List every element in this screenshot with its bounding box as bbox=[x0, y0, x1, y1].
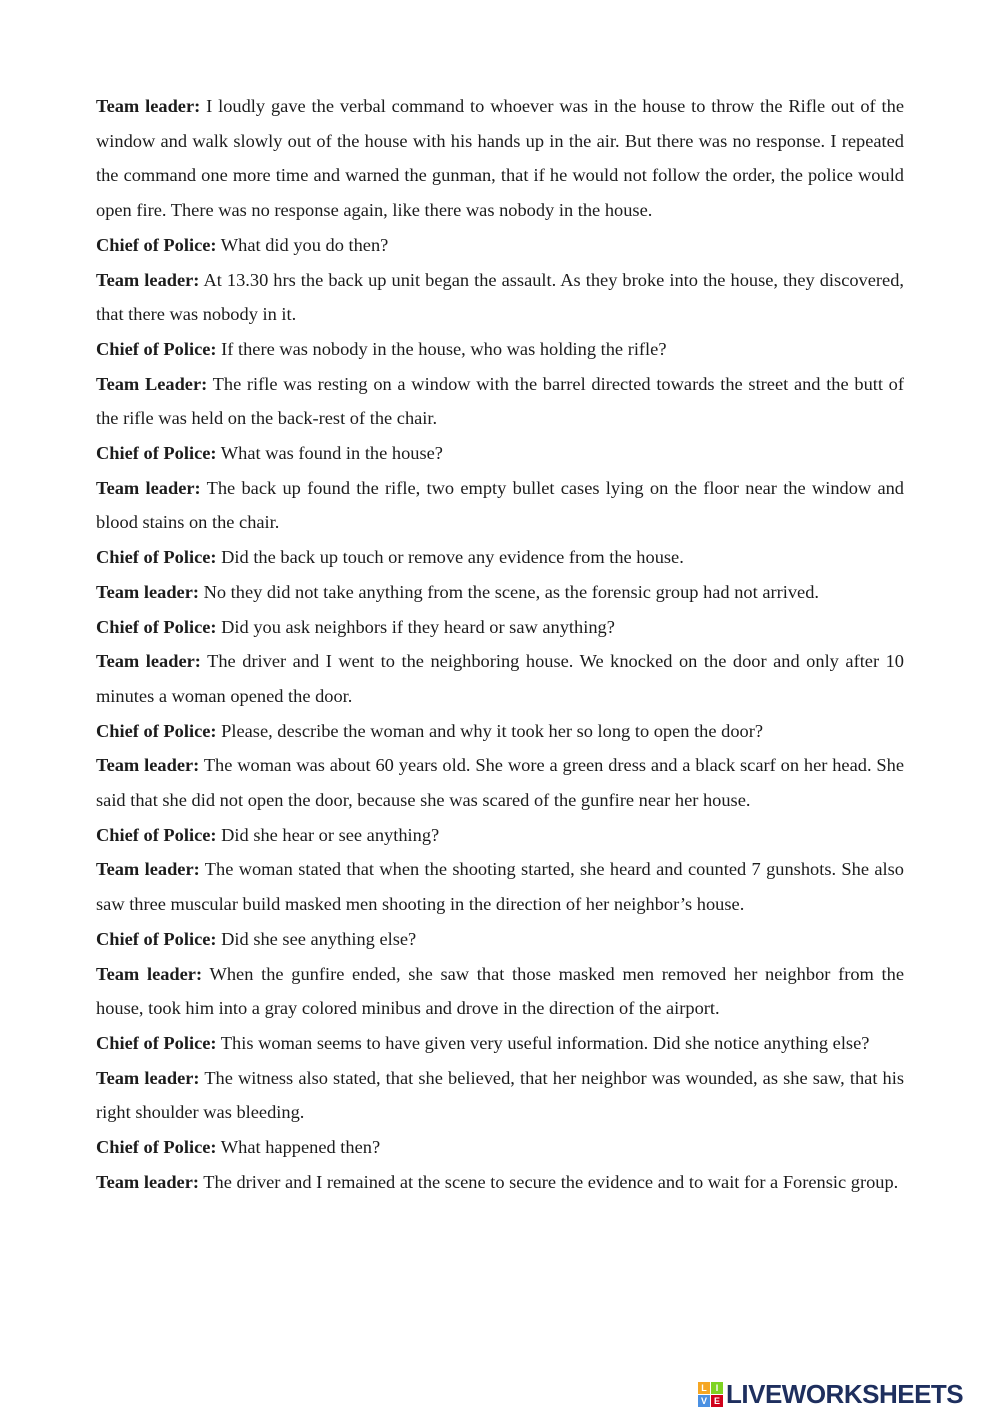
line-text: This woman seems to have given very useful information. Did she notice anything else? bbox=[216, 1032, 870, 1053]
logo-tile-i: I bbox=[711, 1382, 723, 1394]
line-text: The woman stated that when the shooting started, she heard and counted 7 gunshots. She also saw three muscular build masked men shooting in the direction of her neighbor’s house. bbox=[96, 859, 904, 915]
logo-tile-l: L bbox=[698, 1382, 710, 1394]
speaker-label: Team leader: bbox=[96, 477, 201, 498]
speaker-label: Team leader: bbox=[96, 1067, 200, 1088]
dialogue-line bbox=[96, 1061, 904, 1130]
liveworksheets-logo-icon bbox=[698, 1382, 723, 1407]
speaker-label: Chief of Police: bbox=[96, 720, 217, 741]
line-text: I loudly gave the verbal command to whoever was in the house to throw the Rifle out of the window and walk slowly out of the house with his hands up in the air. But there was no response. I repeated the command one more time and warned the gunman, that if he would not follow the order, the police would open fire. There was no response again, like there was nobody in the house. bbox=[96, 96, 904, 221]
speaker-label: Chief of Police: bbox=[96, 443, 217, 464]
line-text: No they did not take anything from the scene, as the forensic group had not arrived. bbox=[199, 581, 819, 602]
liveworksheets-logo bbox=[698, 1377, 963, 1411]
speaker-label: Chief of Police: bbox=[96, 234, 217, 255]
line-text: The witness also stated, that she believed, that her neighbor was wounded, as she saw, that his right shoulder was bleeding. bbox=[96, 1067, 905, 1123]
logo-tile-e: E bbox=[711, 1395, 723, 1407]
line-text: What did you do then? bbox=[216, 234, 389, 255]
dialogue-line bbox=[96, 957, 904, 1026]
line-text: The driver and I went to the neighboring house. We knocked on the door and only after 10 minutes a woman opened the door. bbox=[96, 651, 905, 706]
dialogue-line bbox=[96, 332, 904, 367]
line-text: Did she hear or see anything? bbox=[216, 824, 440, 845]
dialogue-line bbox=[96, 228, 904, 263]
line-text: At 13.30 hrs the back up unit began the assault. As they broke into the house, they discovered, that there was nobody in it. bbox=[96, 269, 904, 325]
speaker-label: Chief of Police: bbox=[96, 1032, 217, 1053]
line-text: Did the back up touch or remove any evidence from the house. bbox=[216, 547, 684, 568]
speaker-label: Team leader: bbox=[96, 755, 200, 776]
line-text: The driver and I remained at the scene to secure the evidence and to wait for a Forensic group. bbox=[199, 1171, 899, 1192]
line-text: The woman was about 60 years old. She wore a green dress and a black scarf on her head. She said that she did not open the door, because she was scared of the gunfire near her house. bbox=[96, 755, 905, 811]
line-text: When the gunfire ended, she saw that those masked men removed her neighbor from the house, took him into a gray colored minibus and drove in the direction of the airport. bbox=[96, 963, 905, 1019]
line-text: The rifle was resting on a window with the barrel directed towards the street and the butt of the rifle was held on the back-rest of the chair. bbox=[96, 373, 905, 429]
dialogue-line bbox=[96, 540, 904, 575]
line-text: What was found in the house? bbox=[216, 443, 443, 464]
dialogue-line bbox=[96, 436, 904, 471]
dialogue-line bbox=[96, 89, 904, 228]
dialogue-line bbox=[96, 367, 904, 436]
dialogue-line bbox=[96, 644, 904, 713]
line-text: What happened then? bbox=[216, 1137, 381, 1158]
speaker-label: Team leader: bbox=[96, 1171, 199, 1192]
dialogue-line bbox=[96, 1130, 904, 1165]
speaker-label: Team leader: bbox=[96, 963, 203, 984]
speaker-label: Team leader: bbox=[96, 581, 199, 602]
line-text: Please, describe the woman and why it took her so long to open the door? bbox=[216, 720, 764, 741]
speaker-label: Chief of Police: bbox=[96, 1137, 217, 1158]
dialogue-line bbox=[96, 610, 904, 645]
speaker-label: Chief of Police: bbox=[96, 338, 217, 359]
dialogue-line bbox=[96, 748, 904, 817]
speaker-label: Chief of Police: bbox=[96, 928, 217, 949]
speaker-label: Team Leader: bbox=[96, 373, 208, 394]
speaker-label: Team leader: bbox=[96, 96, 201, 116]
speaker-label: Chief of Police: bbox=[96, 547, 217, 568]
logo-wordmark: LIVEWORKSHEETS bbox=[726, 1378, 964, 1409]
logo-tile-v: V bbox=[698, 1395, 710, 1407]
dialogue-line bbox=[96, 714, 904, 749]
dialogue-transcript bbox=[96, 89, 904, 1200]
line-text: If there was nobody in the house, who was holding the rifle? bbox=[216, 338, 667, 359]
dialogue-line bbox=[96, 1026, 904, 1061]
dialogue-line bbox=[96, 575, 904, 610]
line-text: The back up found the rifle, two empty bullet cases lying on the floor near the window and blood stains on the chair. bbox=[96, 477, 905, 533]
speaker-label: Team leader: bbox=[96, 269, 200, 290]
line-text: Did you ask neighbors if they heard or saw anything? bbox=[216, 616, 615, 637]
speaker-label: Chief of Police: bbox=[96, 616, 217, 637]
line-text: Did she see anything else? bbox=[216, 928, 417, 949]
speaker-label: Team leader: bbox=[96, 859, 200, 880]
speaker-label: Chief of Police: bbox=[96, 824, 217, 845]
dialogue-line bbox=[96, 818, 904, 853]
dialogue-line bbox=[96, 852, 904, 921]
speaker-label: Team leader: bbox=[96, 651, 201, 672]
dialogue-line bbox=[96, 922, 904, 957]
dialogue-line bbox=[96, 471, 904, 540]
dialogue-line bbox=[96, 263, 904, 332]
dialogue-line bbox=[96, 1165, 904, 1200]
